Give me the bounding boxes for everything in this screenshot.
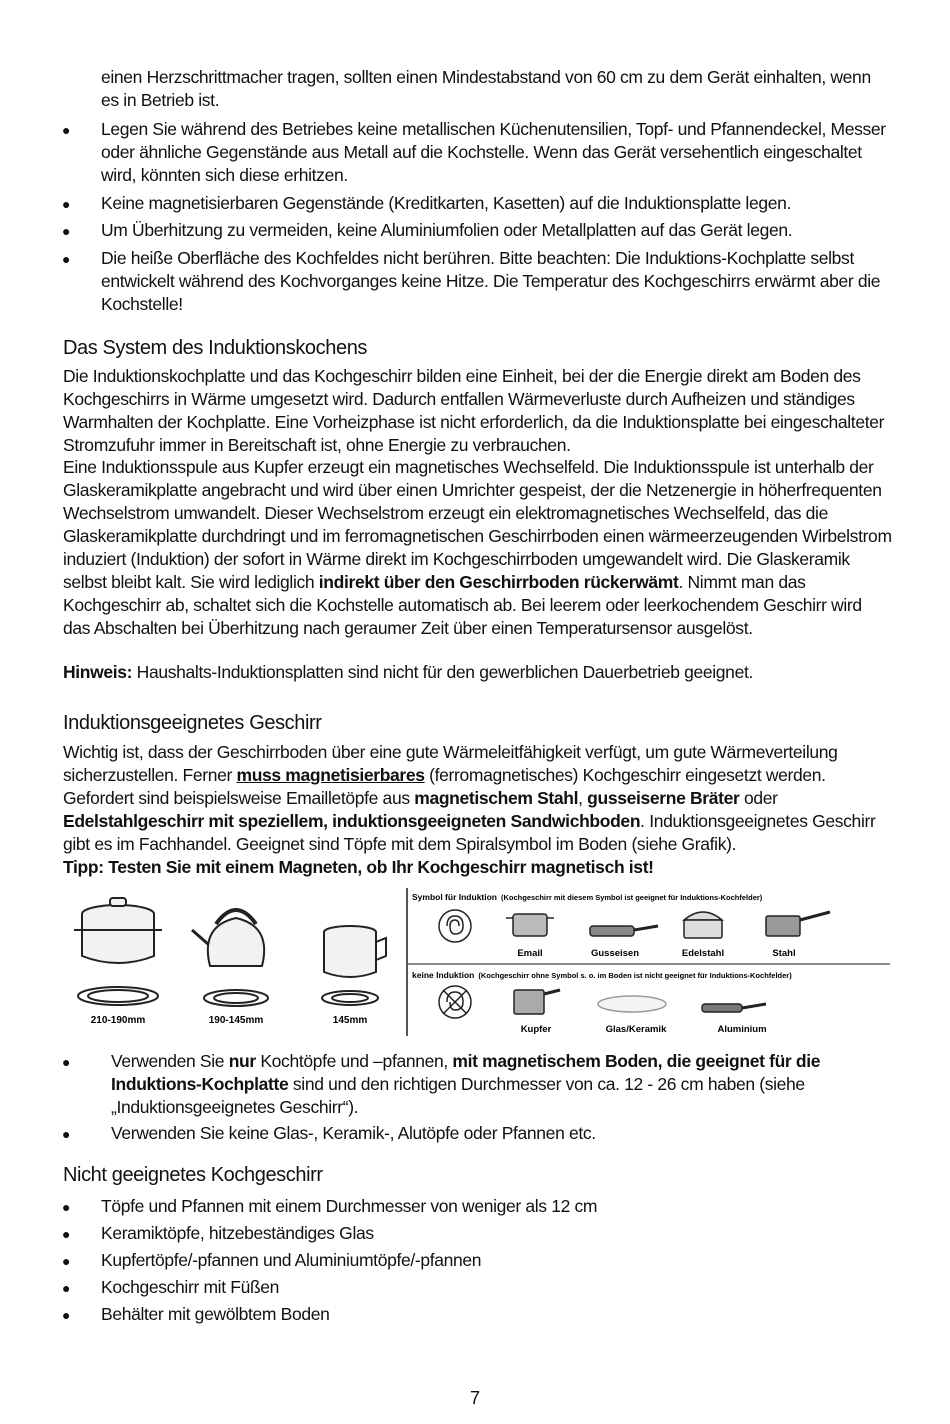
- bullet-icon: ●: [62, 1054, 71, 1070]
- intro-bullet-3: Um Überhitzung zu vermeiden, keine Aluminiumfolien oder Metallplatten auf das Gerät legen.: [101, 220, 793, 240]
- suitable-item-stahl: Stahl: [772, 948, 796, 959]
- heading-suitable: Induktionsgeeignetes Geschirr: [63, 712, 322, 734]
- suitable-item-gusseisen: Gusseisen: [590, 948, 640, 959]
- suitable-paragraph: [63, 741, 893, 856]
- large-pot-icon: [74, 898, 162, 1005]
- unsuitable-item-aluminium: Aluminium: [717, 1024, 767, 1035]
- milk-pot-icon: [322, 926, 386, 1005]
- intro-bullet-1: Legen Sie während des Betriebes keine metallischen Küchenutensilien, Topf- und Pfannendeckel, Messer oder ähnliche Gegenstände aus Metall auf die Kochstelle. Wenn das Gerät versehentlich eingeschaltet wird, könnten sich diese erhitzen.: [101, 119, 886, 185]
- bullet-icon: ●: [62, 223, 71, 239]
- symbol-label: [412, 892, 763, 902]
- no-induction-spiral-icon: [439, 986, 471, 1018]
- suitable-bold-stainless: Edelstahlgeschirr mit speziellem, induktionsgeeigneten Sandwichboden: [63, 811, 641, 831]
- symbol-label-text: Symbol für Induktion: [412, 892, 497, 902]
- copper-pot-icon: [514, 990, 560, 1014]
- stainless-pot-icon: [684, 912, 722, 938]
- usage-bullet-2: Verwenden Sie keine Glas-, Keramik-, Alutöpfe oder Pfannen etc.: [111, 1123, 596, 1143]
- bullet-icon: ●: [62, 1126, 71, 1142]
- magnet-tip: Tipp: Testen Sie mit einem Magneten, ob Ihr Kochgeschirr magnetisch ist!: [63, 857, 654, 877]
- symbol-note-text: (Kochgeschirr mit diesem Symbol ist geeignet für Induktions-Kochfelder): [501, 893, 763, 902]
- bullet-icon: ●: [62, 1253, 71, 1269]
- system-p2-bold: indirekt über den Geschirrboden rückerwämt: [318, 572, 679, 592]
- email-pot-icon: [506, 914, 554, 936]
- steel-pan-icon: [766, 912, 830, 936]
- bullet-icon: ●: [62, 1280, 71, 1296]
- unsuitable-item-3: Kupfertöpfe/-pfannen und Aluminiumtöpfe/-pfannen: [101, 1250, 482, 1270]
- suitable-text-1: Wichtig ist, dass der Geschirrboden über eine gute Wärmeleitfähigkeit verfügt, um gute Wärmeverteilung sicherzustellen. Ferner: [63, 742, 838, 785]
- system-paragraph-1: Die Induktionskochplatte und das Kochgeschirr bilden eine Einheit, bei der die Energie direkt am Boden des Kochgeschirrs in Wärme umgesetzt wird. Dadurch entfallen Wärmeverluste durch Aufheizen und ständiges Warmhalten der Kochplatte. Eine Vorheizphase ist nicht erforderlich, da die Induktionsplatte bei eingeschalteter Stromzufuhr immer in Bereitschaft ist, ohne Energie zu verbrauchen.: [63, 366, 885, 455]
- glass-dish-icon: [598, 996, 666, 1012]
- suitable-bold-steel: magnetischem Stahl: [414, 788, 579, 808]
- note-label: Hinweis:: [63, 662, 133, 682]
- unsuitable-item-5: Behälter mit gewölbtem Boden: [101, 1304, 330, 1324]
- suitable-text-5: ,: [578, 788, 588, 808]
- suitable-bold-cast: gusseiserne Bräter: [587, 788, 740, 808]
- size-label-2: 190-145mm: [208, 1015, 264, 1026]
- system-p2-text-b: . Nimmt man das Kochgeschirr ab, schaltet sich die Kochstelle automatisch ab. Bei leerem oder leerkochendem Geschirr wird das Abschalten bei Überhitzung nach geraumer Zeit über einen Temperatursensor ausgelöst.: [63, 572, 862, 638]
- suitable-item-email: Email: [517, 948, 543, 959]
- bullet-icon: ●: [62, 1199, 71, 1215]
- cookware-figure: [60, 886, 890, 1038]
- induction-spiral-icon: [439, 910, 471, 942]
- suitable-text-3: (ferromagnetisches) Kochgeschirr eingesetzt werden. Gefordert sind beispielsweise Emailletöpfe aus: [63, 765, 826, 808]
- cast-iron-pan-icon: [590, 926, 658, 936]
- bullet-icon: ●: [62, 1226, 71, 1242]
- unsuitable-item-glas: Glas/Keramik: [605, 1024, 667, 1035]
- bullet-icon: ●: [62, 1307, 71, 1323]
- note-text: Haushalts-Induktionsplatten sind nicht für den gewerblichen Dauerbetrieb geeignet.: [132, 662, 753, 682]
- system-p2-text-a: Eine Induktionsspule aus Kupfer erzeugt ein magnetisches Wechselfeld. Die Induktionsspule ist unterhalb der Glaskeramikplatte angebracht und wird über einen Umrichter gespeist, der die Netzenergie in höherfrequenten Wechselstrom umwandelt. Dieser Wechselstrom erzeugt ein elektromagnetisches Wechselfeld, das die Glaskeramikplatte durchdringt und im ferromagnetischen Geschirrboden einen wärmeerzeugenden Wirbelstrom induziert (Induktion) der sofort in Wärme direkt im Kochgeschirrboden umgewandelt wird. Die Glaskeramik selbst bleibt kalt. Sie wird lediglich: [63, 457, 892, 592]
- bullet-icon: ●: [62, 196, 71, 212]
- no-induction-label: [412, 970, 792, 980]
- suitable-item-edelstahl: Edelstahl: [681, 948, 725, 959]
- suitable-text-7: oder: [739, 788, 778, 808]
- unsuitable-item-kupfer: Kupfer: [520, 1024, 552, 1035]
- intro-bullet-2: Keine magnetisierbaren Gegenstände (Kreditkarten, Kasetten) auf die Induktionsplatte legen.: [101, 193, 792, 213]
- suitable-text-9: . Induktionsgeeignetes Geschirr gibt es im Fachhandel. Geeignet sind Töpfe mit dem Spiralsymbol im Boden (siehe Grafik).: [63, 811, 876, 854]
- heading-system: Das System des Induktionskochens: [63, 337, 368, 359]
- kettle-icon: [192, 910, 268, 1006]
- suitable-underline: muss magnetisierbares: [236, 765, 425, 785]
- usage-b1-nur: nur: [228, 1051, 256, 1071]
- bullet-icon: ●: [62, 122, 71, 138]
- size-label-1: 210-190mm: [90, 1015, 146, 1026]
- intro-continued-text: einen Herzschrittmacher tragen, sollten einen Mindestabstand von 60 cm zu dem Gerät einhalten, wenn es in Betrieb ist.: [101, 67, 871, 110]
- aluminium-pan-icon: [702, 1004, 766, 1012]
- cookware-illustration: [60, 886, 890, 1038]
- usage-b1-text-c: sind und den richtigen Durchmesser von ca. 12 - 26 cm haben (siehe „Induktionsgeeignetes Geschirr“).: [111, 1074, 805, 1117]
- intro-bullet-4: Die heiße Oberfläche des Kochfeldes nicht berühren. Bitte beachten: Die Induktions-Kochplatte selbst entwickelt während des Kochvorganges keine Hitze. Die Temperatur des Kochgeschirrs erwärmt aber die Kochstelle!: [101, 248, 881, 314]
- no-induction-note: (Kochgeschirr ohne Symbol s. o. im Boden ist nicht geeignet für Induktions-Kochfelder): [478, 971, 792, 980]
- usage-b1-text-b: Kochtöpfe und –pfannen,: [255, 1051, 453, 1071]
- size-label-3: 145mm: [332, 1015, 368, 1026]
- system-note: [63, 661, 893, 684]
- system-paragraph-2: [63, 456, 893, 640]
- page-number: 7: [469, 1388, 480, 1408]
- no-induction-text: keine Induktion: [412, 970, 475, 980]
- usage-b1-bold: mit magnetischem Boden, die geeignet für die Induktions-Kochplatte: [111, 1051, 821, 1094]
- unsuitable-item-4: Kochgeschirr mit Füßen: [101, 1277, 280, 1297]
- unsuitable-item-1: Töpfe und Pfannen mit einem Durchmesser von weniger als 12 cm: [101, 1196, 598, 1216]
- usage-b1-text-a: Verwenden Sie: [111, 1051, 229, 1071]
- unsuitable-item-2: Keramiktöpfe, hitzebeständiges Glas: [101, 1223, 374, 1243]
- bullet-icon: ●: [62, 251, 71, 267]
- usage-bullet-1: [111, 1050, 891, 1119]
- heading-unsuitable: Nicht geeignetes Kochgeschirr: [63, 1164, 323, 1186]
